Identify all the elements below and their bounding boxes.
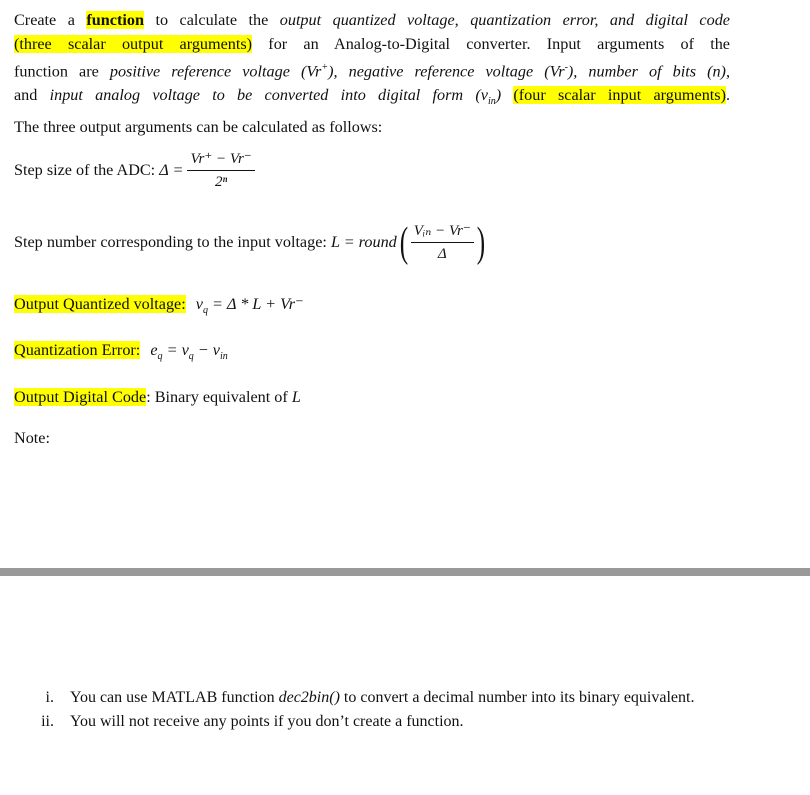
note-label: Note: xyxy=(14,429,50,447)
step-number-fraction: $\frac{\text{Vᵢₙ − Vr⁻}}{\Delta}$ xyxy=(411,220,474,265)
error-row: Quantization Error: $e_q = v_q - v_{in}$ xyxy=(14,341,228,363)
input-args-highlight: (four scalar input arguments) xyxy=(513,86,726,105)
intro-line-2: (three scalar output arguments) for an Analog-to-Digital converter. Input arguments of the xyxy=(14,35,730,53)
intro-line-3: function are positive reference voltage (Vr+), negative reference voltage (Vr-), number of bits (n), xyxy=(14,62,730,81)
digital-row: Output Digital Code: Binary equivalent of L xyxy=(14,388,301,406)
intro-paragraph xyxy=(14,8,730,139)
output-args-highlight: (three scalar output arguments) xyxy=(14,35,253,53)
list-item: ii. You will not receive any points if you don’t create a function. xyxy=(41,713,464,730)
function-keyword: function xyxy=(86,11,144,29)
quantized-label: Output Quantized voltage: xyxy=(14,295,186,313)
step-size-fraction: $\frac{Vr^+ - Vr^-}{\text{2ⁿ}}$ xyxy=(187,148,254,193)
intro-line-4: and input analog voltage to be converted into digital form $(v_{in})$ (four scalar input arguments). xyxy=(14,86,731,108)
error-label: Quantization Error: xyxy=(14,341,141,359)
step-size-row: Step size of the ADC: Δ = $\frac{Vr^+ - Vr^-}{\text{2ⁿ}}$ xyxy=(14,148,255,193)
step-number-row: Step number corresponding to the input voltage: L = round( $\frac{\text{Vᵢₙ − Vr⁻}}{\Delta}$ ) xyxy=(14,219,486,266)
step-size-label: Step size of the ADC: xyxy=(14,161,160,179)
step-number-label: Step number corresponding to the input voltage: xyxy=(14,233,331,251)
intro-line-1: Create a function to calculate the output quantized voltage, quantization error, and digital code xyxy=(14,11,730,29)
intro-line-5: The three output arguments can be calculated as follows: xyxy=(14,117,383,136)
list-item: i. You can use MATLAB function dec2bin() to convert a decimal number into its binary equivalent. xyxy=(45,689,695,706)
note-list xyxy=(14,687,754,735)
digital-label: Output Digital Code xyxy=(14,388,147,406)
quantized-row: Output Quantized voltage: $v_q = \Delta * L + Vr^-$ xyxy=(14,295,304,317)
divider-bar xyxy=(0,568,810,576)
